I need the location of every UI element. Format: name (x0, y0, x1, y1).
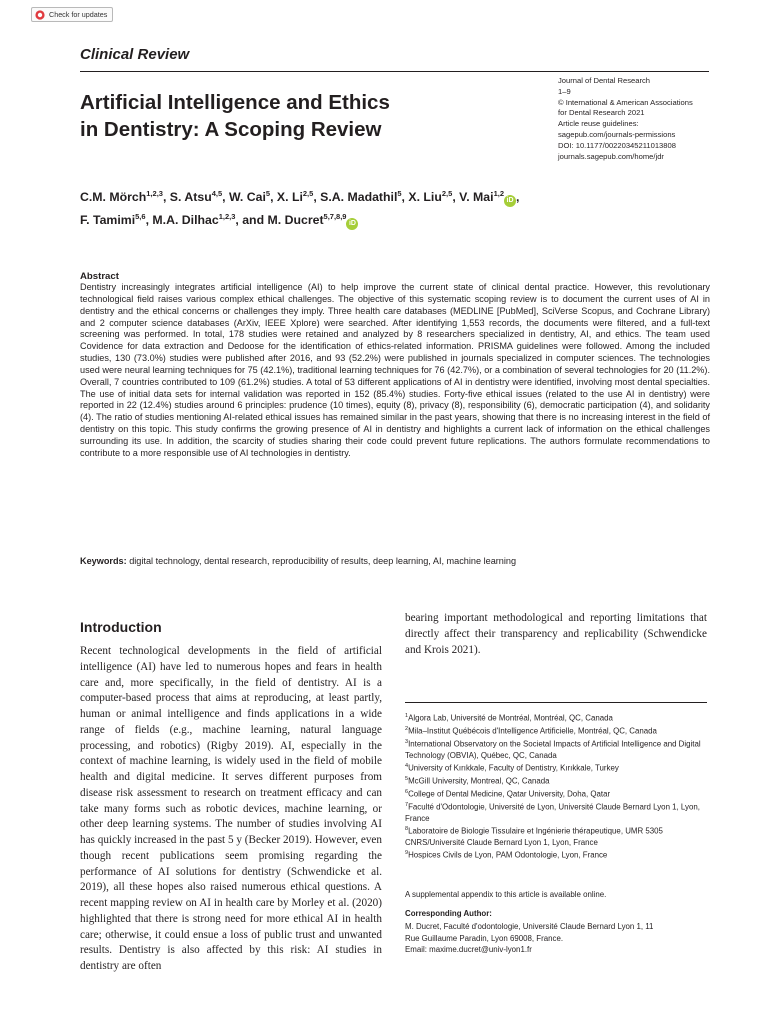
affiliation-item (405, 824, 710, 848)
affiliation-text: Hospices Civils de Lyon, PAM Odontologie, Lyon, France (408, 850, 608, 860)
doi-link[interactable]: DOI: 10.1177/00220345211013808 (558, 140, 676, 150)
reuse-guidelines-label: Article reuse guidelines: (558, 119, 639, 129)
author-name[interactable]: F. Tamimi (80, 213, 136, 228)
author-affiliation-marks: 1,2 (493, 189, 504, 198)
permissions-link[interactable]: sagepub.com/journals-permissions (558, 129, 676, 139)
affiliation-number: 7 (405, 801, 409, 808)
orcid-icon[interactable]: iD (346, 218, 358, 230)
supplement-note: A supplemental appendix to this article is available online. (405, 890, 607, 899)
author-list (80, 184, 720, 230)
affiliation-number: 3 (405, 738, 409, 745)
header-divider (80, 71, 709, 72)
title-line-1: Artificial Intelligence and Ethics (80, 91, 390, 114)
author-name[interactable]: W. Cai (228, 190, 266, 205)
introduction-heading: Introduction (80, 619, 162, 635)
keywords-text: digital technology, dental research, reproducibility of results, deep learning, AI, machine learning (129, 556, 517, 566)
corresponding-author-line: M. Ducret, Faculté d'odontologie, Université Claude Bernard Lyon 1, 11 (405, 922, 654, 931)
affiliation-item (405, 724, 710, 737)
author-affiliation-marks: 5,7,8,9 (323, 212, 347, 222)
author-name[interactable]: M. Ducret (267, 213, 324, 228)
affiliation-number: 9 (405, 850, 409, 857)
title-line-2: in Dentistry: A Scoping Review (80, 118, 382, 141)
journal-name: Journal of Dental Research (558, 76, 651, 85)
author-affiliation-marks: 5 (265, 189, 271, 198)
keywords-label: Keywords: (80, 556, 127, 566)
author-name[interactable]: M.A. Dilhac (152, 213, 219, 228)
corresponding-author-email[interactable]: Email: maxime.ducret@univ-lyon1.fr (405, 945, 532, 955)
journal-info (558, 76, 718, 162)
abstract-body: Dentistry increasingly integrates artificial intelligence (AI) to help improve the current state of clinical dental practice. However, this revolutionary technological field raises various complex ethical challenges. The objective of this systematic scoping review is to document the current uses of AI in dentistry and the ethical concerns or challenges they imply. Three health care databases (MEDLINE [PubMed], SciVerse Scopus, and Cochrane Library) and 2 computer science databases (ArXiv, IEEE Xplore) were searched. After identifying 1,553 records, the documents were filtered, and a full-text screening was performed. In total, 178 studies were retained and analyzed by 8 researchers specialized in dentistry, AI, and ethics. The team used Covidence for data extraction and Dedoose for the identification of ethics-related information. PRISMA guidelines were followed. Among the included studies, 130 (73.0%) studies were published after 2016, and 93 (52.2%) were published in journals specialized in computer sciences. The technologies used were neural learning techniques for 75 (42.1%), traditional learning techniques for 76 (42.7%), or a combination of several technologies for 20 (11.2%). Overall, 7 countries contributed to 109 (61.2%) studies. A total of 53 different applications of AI in dentistry were identified, involving most dental specialties. The use of initial data sets for internal validation was reported in 152 (85.4%) studies. Forty-five ethical issues (related to the use AI in dentistry) were reported in 22 (12.4%) studies around 6 principles: prudence (10 times), equity (8), privacy (8), responsibility (6), democratic participation (4), and solidarity (4). The ratio of studies mentioning AI-related ethical issues has remained similar in the past years, showing that there is no increasing interest in the field of dentistry on this topic. This study confirms the growing presence of AI in dentistry and highlights a current lack of information on the ethical challenges surrounding its use. In addition, the scarcity of studies sharing their code could prevent future replications. The authors formulate recommendations to contribute to a more responsible use of AI technologies in dentistry. (80, 282, 710, 458)
corresponding-author-details (405, 921, 710, 956)
author-line-2: F. Tamimi$^{5,6}$, M.A. Dilhac$^{1,2,3}$, and M. Ducret$^{5,7,8,9}$iD (80, 207, 720, 230)
affiliation-number: 4 (405, 763, 409, 770)
author-name[interactable]: C.M. Mörch (80, 190, 147, 205)
author-affiliation-marks: 1,2,3 (218, 212, 236, 222)
update-check-icon (35, 10, 45, 20)
author-affiliation-marks: 2,5 (441, 189, 453, 198)
corresponding-author-address: Rue Guillaume Paradin, Lyon 69008, France. (405, 933, 564, 943)
author-name[interactable]: S. Atsu (169, 190, 212, 205)
author-affiliation-marks: 5,6 (135, 212, 146, 222)
affiliation-item (405, 800, 710, 824)
copyright-line: © International & American Associations (558, 97, 693, 107)
affiliation-item (405, 761, 710, 774)
affiliation-text: Algora Lab, Université de Montréal, Montréal, QC, Canada (408, 713, 613, 723)
affiliations-divider (405, 702, 707, 703)
author-name[interactable]: S.A. Madathil (320, 190, 398, 205)
author-affiliation-marks: 5 (397, 189, 402, 198)
affiliation-text: Faculté d'Odontologie, Université de Lyon, Université Claude Bernard Lyon 1, Lyon, France (405, 802, 700, 823)
abstract-heading: Abstract (80, 271, 119, 282)
and-connector: and (242, 213, 265, 228)
affiliation-text: International Observatory on the Societal Impacts of Artificial Intelligence and Digital Technology (OBVIA), Québec, QC, Canada (405, 739, 701, 760)
author-affiliation-marks: 1,2,3 (146, 189, 163, 198)
affiliation-text: College of Dental Medicine, Qatar University, Doha, Qatar (408, 789, 611, 799)
page-range: 1–9 (558, 86, 571, 96)
affiliation-text: University of Kırıkkale, Faculty of Dentistry, Kırıkkale, Turkey (408, 763, 619, 773)
section-label: Clinical Review (80, 46, 190, 63)
introduction-right-column: bearing important methodological and reporting limitations that directly affect their transparency and replicability (Schwendicke and Krois 2021). (405, 612, 707, 656)
copyright-year: for Dental Research 2021 (558, 108, 645, 118)
introduction-left-column: Recent technological developments in the field of artificial intelligence (AI) have led to numerous hopes and fears in health care and, more specifically, in the field of dentistry. AI is a computer-based process that aims at reproducing, at least partly, human or animal intelligence and finds applications in a wide range of fields (e.g., machine learning, natural language processing, and robotics) (Rigby 2019). AI, especially in the context of machine learning, is widely used in the field of mobile health and digital medicine. It serves different purposes from disease risk assessment to research on treatment efficacy and can take many forms such as robotic devices, machine learning, or other deep learning systems. The number of studies involving AI has quickly increased in the past 5 y (Becker 2019). However, even though recent publications seem promising regarding the performance of AI solutions for dentistry (Schwendicke et al. 2019), all these hopes also raised numerous ethical questions. A recent mapping review on AI in health care by Morley et al. (2020) highlighted that there is strong need for more ethical AI in health care; otherwise, it could ensue a loss of public trust and unwanted results. Dentistry is also affected by this risk: AI studies in dentistry are often (80, 645, 382, 972)
affiliation-item (405, 737, 710, 761)
affiliation-number: 2 (405, 725, 409, 732)
keywords (80, 555, 710, 567)
affiliation-item (405, 774, 710, 787)
author-affiliation-marks: 4,5 (211, 189, 223, 198)
check-for-updates-label: Check for updates (49, 10, 108, 19)
orcid-icon[interactable]: iD (504, 195, 516, 207)
affiliation-number: 8 (405, 826, 409, 833)
author-line-1: C.M. Mörch$^{1,2,3}$, S. Atsu$^{4,5}$, W. Cai$^5$, X. Li$^{2,5}$, S.A. Madathil$^5$, X. Liu$^{2,5}$, V. Mai$^{1,2}$iD , (80, 184, 720, 207)
affiliation-text: Mila–Institut Québécois d'Intelligence Artificielle, Montréal, QC, Canada (408, 726, 657, 736)
author-name[interactable]: X. Liu (408, 190, 442, 205)
check-for-updates-button[interactable] (31, 7, 113, 22)
affiliation-number: 5 (405, 775, 409, 782)
paper-title (80, 89, 500, 143)
affiliation-item (405, 848, 710, 861)
author-name[interactable]: X. Li (276, 190, 303, 205)
author-name[interactable]: V. Mai (459, 190, 494, 205)
corresponding-author-heading: Corresponding Author: (405, 909, 492, 918)
affiliation-item (405, 711, 710, 724)
journal-homepage-link[interactable]: journals.sagepub.com/home/jdr (558, 151, 664, 161)
affiliation-number: 6 (405, 788, 409, 795)
affiliation-number: 1 (405, 713, 409, 719)
author-affiliation-marks: 2,5 (302, 189, 314, 198)
affiliation-text: Laboratoire de Biologie Tissulaire et Ingénierie thérapeutique, UMR 5305 CNRS/Université Claude Bernard Lyon 1, Lyon, France (405, 826, 663, 847)
affiliations-list (405, 711, 710, 861)
affiliation-text: McGill University, Montreal, QC, Canada (408, 776, 550, 786)
affiliation-item (405, 787, 710, 800)
